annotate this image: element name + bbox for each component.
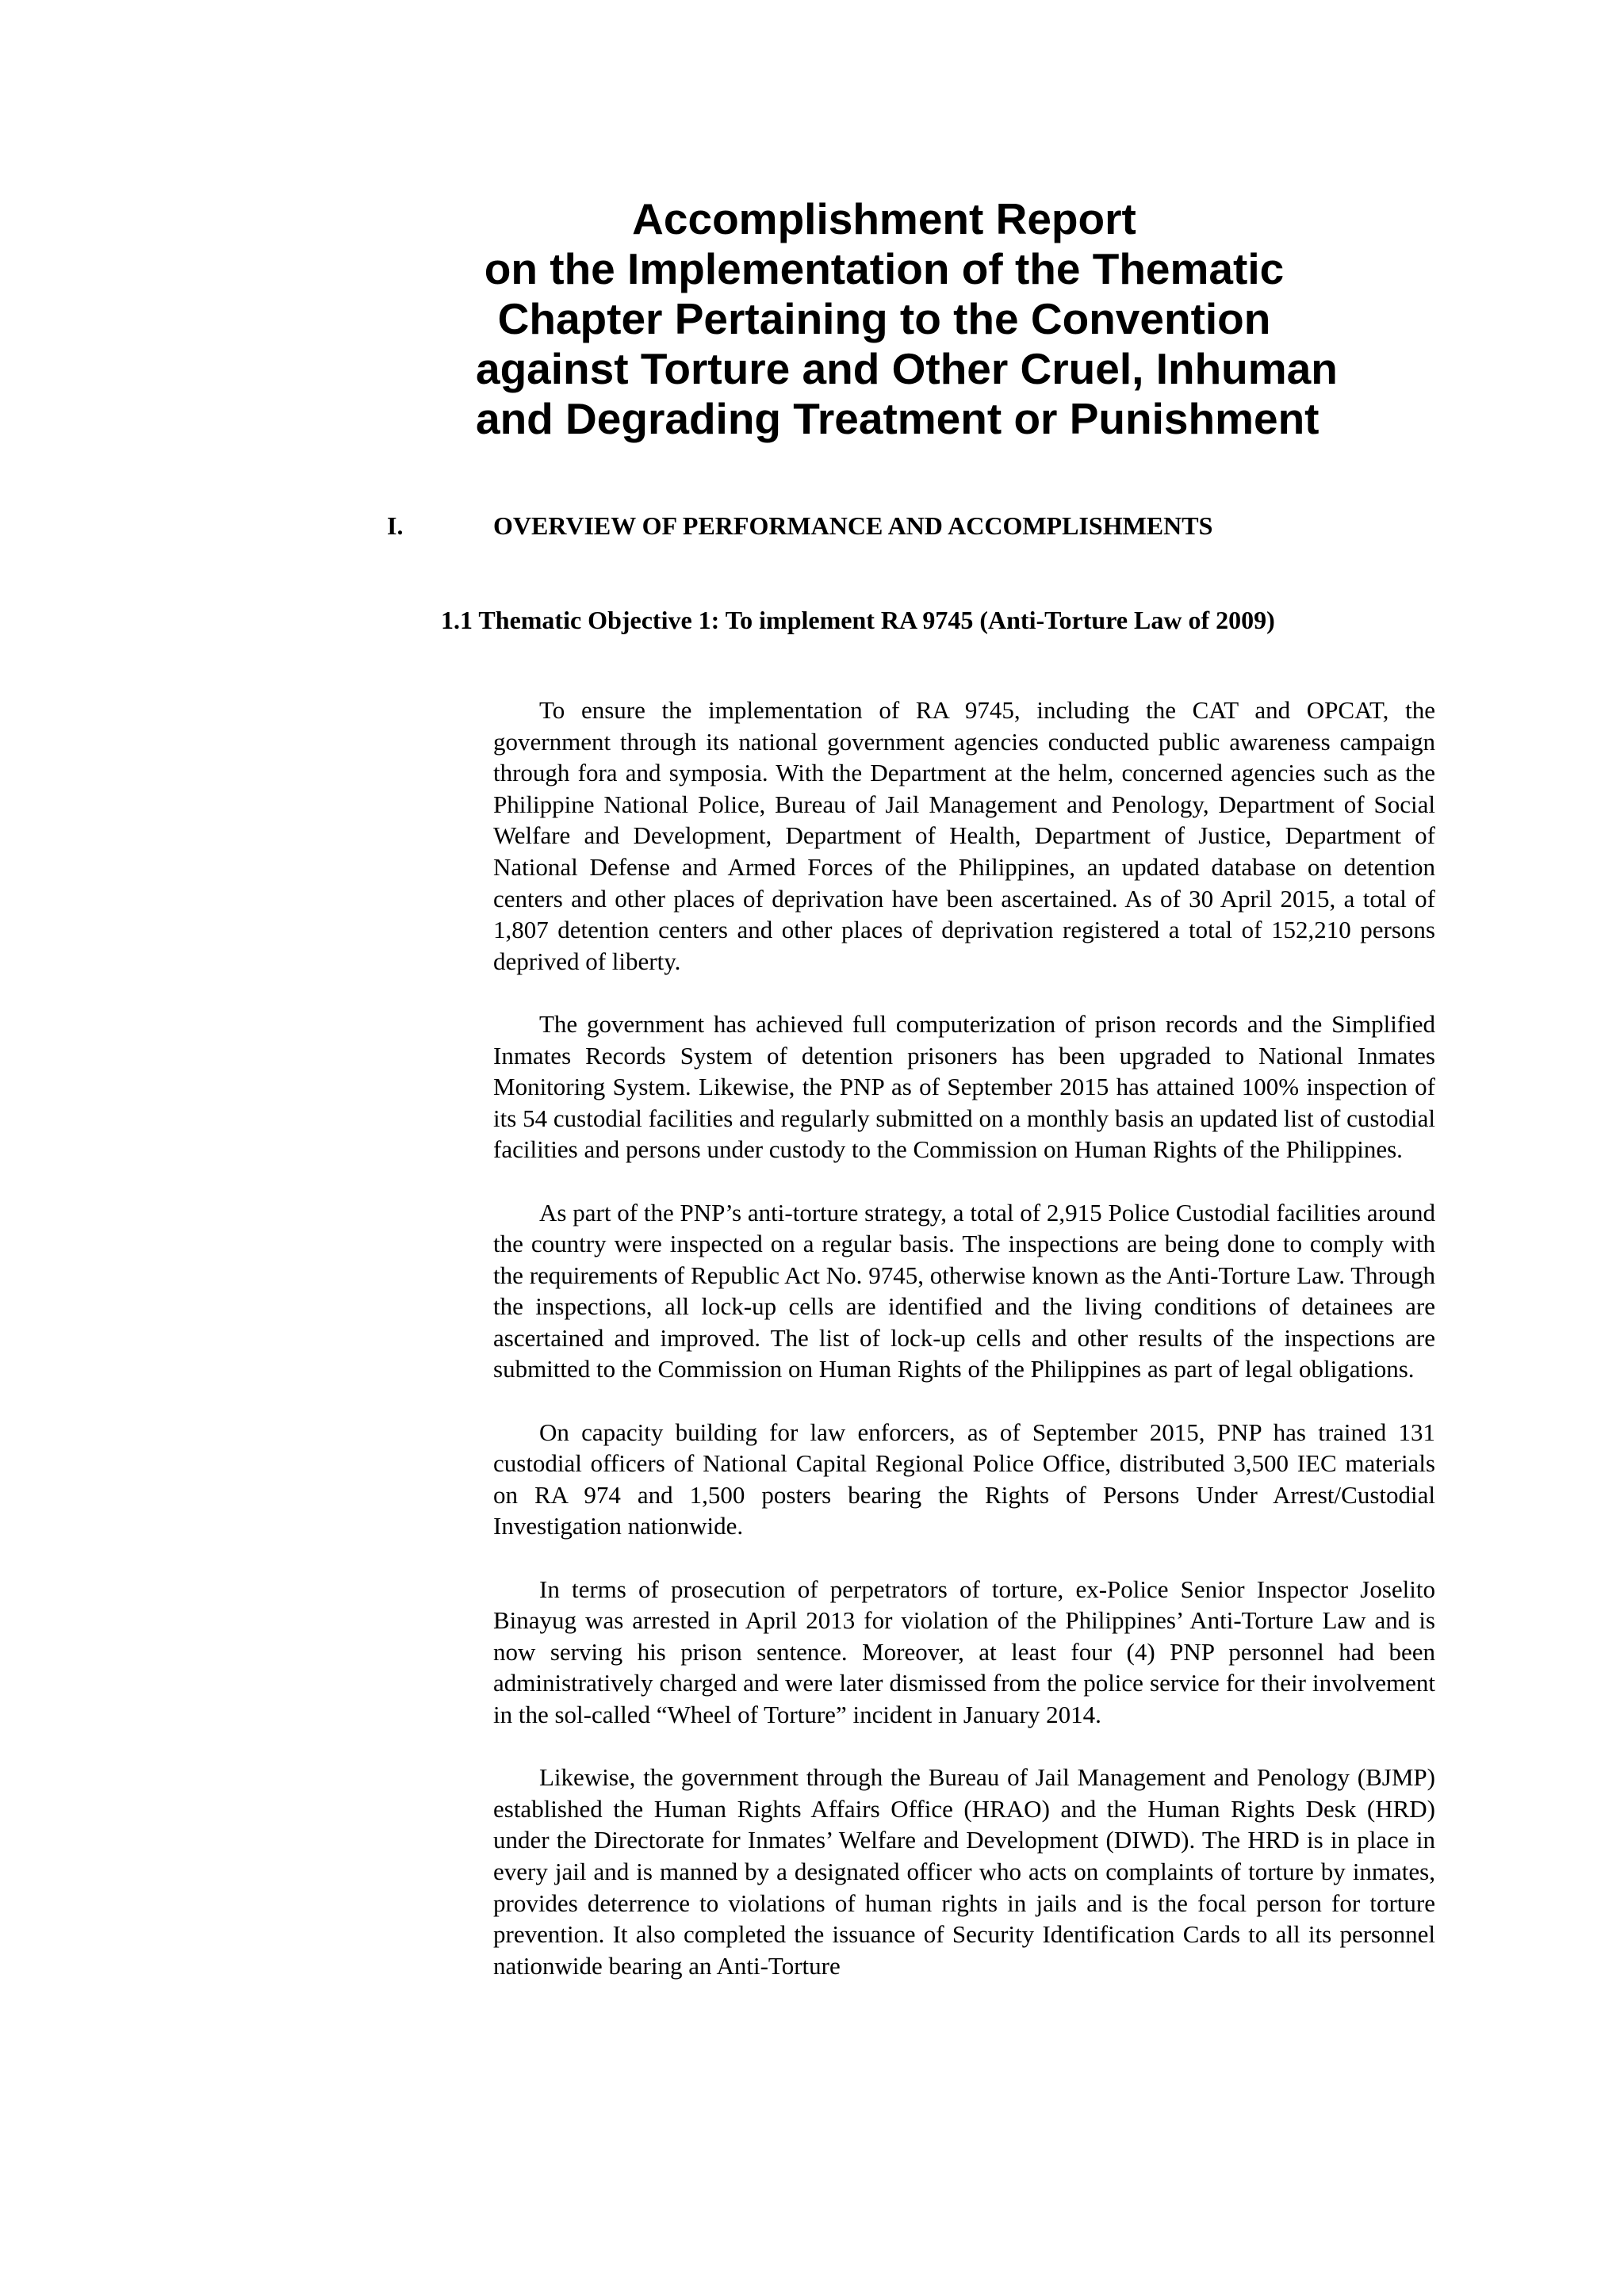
report-title-line: and Degrading Treatment or Punishment [476, 394, 1320, 443]
paragraph: On capacity building for law enforcers, as of September 2015, PNP has trained 131 custodial officers of National Capital Regional Police Office, distributed 3,500 IEC materials on RA 974 and 1,500 posters bearing the Rights of Persons Under Arrest/Custodial Investigation nationwide. [493, 1418, 1435, 1540]
report-title-line: Chapter Pertaining to the Convention [497, 294, 1271, 343]
section-number: I. [387, 511, 404, 540]
paragraph: To ensure the implementation of RA 9745, including the CAT and OPCAT, the government through its national government agencies conducted public awareness campaign through fora and symposia. With the Department at the helm, concerned agencies such as the Philippine National Police, Bureau of Jail Management and Penology, Department of Social Welfare and Development, Department of Health, Department of Justice, Department of National Defense and Armed Forces of the Philippines, an updated database on detention centers and other places of deprivation have been ascertained. As of 30 April 2015, a total of 1,807 detention centers and other places of deprivation registered a total of 152,210 persons deprived of liberty. [493, 696, 1435, 975]
paragraph: In terms of prosecution of perpetrators of torture, ex-Police Senior Inspector Joselito Binayug was arrested in April 2013 for violation of the Philippines’ Anti-Torture Law and is now serving his prison sentence. Moreover, at least four (4) PNP personnel had been administratively charged and were later dismissed from the police service for their involvement in the sol-called “Wheel of Torture” incident in January 2014. [493, 1575, 1435, 1728]
paragraph: Likewise, the government through the Bureau of Jail Management and Penology (BJMP) established the Human Rights Affairs Office (HRAO) and the Human Rights Desk (HRD) under the Directorate for Inmates’ Welfare and Development (DIWD). The HRD is in place in every jail and is manned by a designated officer who acts on complaints of torture by inmates, provides deterrence to violations of human rights in jails and is the focal person for torture prevention. It also completed the issuance of Security Identification Cards to all its personnel nationwide bearing an Anti-Torture [493, 1763, 1435, 1980]
report-title [476, 194, 1338, 444]
paragraph: As part of the PNP’s anti-torture strategy, a total of 2,915 Police Custodial facilities around the country were inspected on a regular basis. The inspections are being done to comply with the requirements of Republic Act No. 9745, otherwise known as the Anti-Torture Law. Through the inspections, all lock-up cells are identified and the living conditions of detainees are ascertained and improved. The list of lock-up cells and other results of the inspections are submitted to the Commission on Human Rights of the Philippines as part of legal obligations. [493, 1198, 1435, 1383]
subsection-heading: 1.1 Thematic Objective 1: To implement RA 9745 (Anti-Torture Law of 2009) [441, 606, 1275, 634]
report-title-line: against Torture and Other Cruel, Inhuman [476, 344, 1338, 393]
report-title-line: Accomplishment Report [632, 194, 1136, 243]
paragraph: The government has achieved full computerization of prison records and the Simplified Inmates Records System of detention prisoners has been upgraded to National Inmates Monitoring System. Likewise, the PNP as of September 2015 has attained 100% inspection of its 54 custodial facilities and regularly submitted on a monthly basis an updated list of custodial facilities and persons under custody to the Commission on Human Rights of the Philippines. [493, 1009, 1435, 1164]
body-text [493, 695, 1435, 2013]
report-title-line: on the Implementation of the Thematic [484, 244, 1285, 293]
section-heading: OVERVIEW OF PERFORMANCE AND ACCOMPLISHMENTS [493, 511, 1213, 540]
